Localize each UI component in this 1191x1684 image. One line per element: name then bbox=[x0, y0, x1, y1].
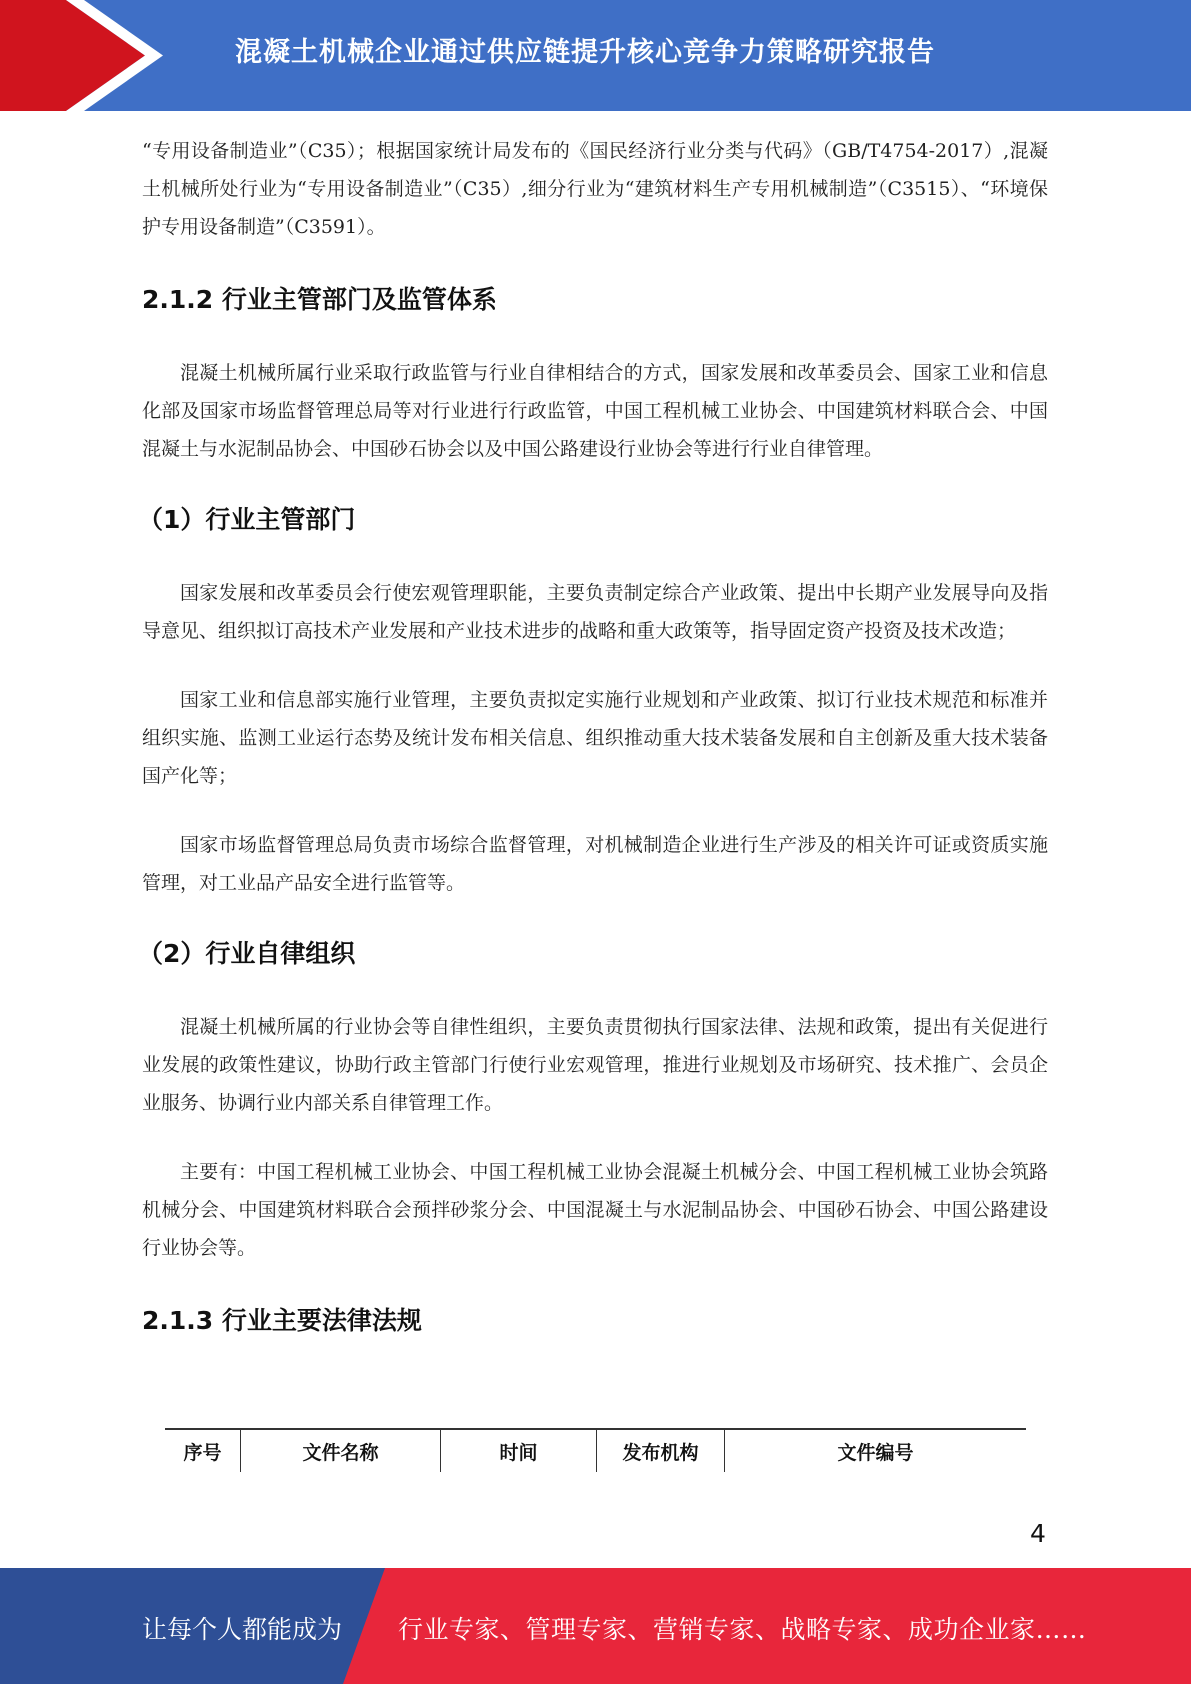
report-title: 混凝土机械企业通过供应链提升核心竞争力策略研究报告 bbox=[235, 37, 935, 68]
page-content bbox=[138, 132, 1048, 1337]
subsection-2-paragraph-1: 混凝土机械所属的行业协会等自律性组织，主要负责贯彻执行国家法律、法规和政策，提出有关促进行业发展的政策性建议，协助行政主管部门行使行业宏观管理，推进行业规划及市场研究、技术推广、会员企业服务、协调行业内部关系自律管理工作。 bbox=[142, 1016, 1048, 1114]
subsection-1-paragraph-3: 国家市场监督管理总局负责市场综合监督管理，对机械制造企业进行生产涉及的相关许可证或资质实施管理，对工业品产品安全进行监管等。 bbox=[142, 834, 1048, 894]
subsection-2-paragraph-2: 主要有：中国工程机械工业协会、中国工程机械工业协会混凝土机械分会、中国工程机械工业协会筑路机械分会、中国建筑材料联合会预拌砂浆分会、中国混凝土与水泥制品协会、中国砂石协会、中国公路建设行业协会等。 bbox=[142, 1161, 1048, 1259]
table-header-cell: 时间 bbox=[441, 1430, 597, 1472]
section-heading-2-1-2: 2.1.2 行业主管部门及监管体系 bbox=[142, 285, 497, 314]
table-header-cell: 序号 bbox=[165, 1430, 241, 1472]
footer-slogan-left: 让每个人都能成为 bbox=[142, 1615, 343, 1644]
footer-banner bbox=[0, 1568, 1191, 1684]
subsection-heading-1: （1）行业主管部门 bbox=[138, 505, 356, 534]
table-header-row bbox=[165, 1430, 1026, 1472]
footer-slogan-right: 行业专家、管理专家、营销专家、战略专家、成功企业家…… bbox=[398, 1615, 1087, 1644]
subsection-1-paragraph-1: 国家发展和改革委员会行使宏观管理职能，主要负责制定综合产业政策、提出中长期产业发展导向及指导意见、组织拟订高技术产业发展和产业技术进步的战略和重大政策等，指导固定资产投资及技术改造； bbox=[142, 582, 1048, 642]
table-header-cell: 文件编号 bbox=[837, 1441, 914, 1464]
intro-paragraph: “专用设备制造业”（C35）；根据国家统计局发布的《国民经济行业分类与代码》（GB/T4754-2017）,混凝土机械所处行业为“专用设备制造业”（C35）,细分行业为“建筑材料生产专用机械制造”（C3515）、“环境保护专用设备制造”（C3591）。 bbox=[142, 140, 1048, 238]
subsection-1-paragraph-2: 国家工业和信息部实施行业管理，主要负责拟定实施行业规划和产业政策、拟订行业技术规范和标准并组织实施、监测工业运行态势及统计发布相关信息、组织推动重大技术装备发展和自主创新及重大技术装备国产化等； bbox=[142, 689, 1048, 787]
table-header-cell: 文件名称 bbox=[241, 1430, 441, 1472]
regulations-table bbox=[165, 1428, 1026, 1472]
section-heading-2-1-3: 2.1.3 行业主要法律法规 bbox=[142, 1306, 422, 1335]
header-banner bbox=[0, 0, 1191, 111]
subsection-heading-2: （2）行业自律组织 bbox=[138, 939, 356, 968]
section-2-1-2-paragraph: 混凝土机械所属行业采取行政监管与行业自律相结合的方式，国家发展和改革委员会、国家工业和信息化部及国家市场监督管理总局等对行业进行行政监管，中国工程机械工业协会、中国建筑材料联合会、中国混凝土与水泥制品协会、中国砂石协会以及中国公路建设行业协会等进行行业自律管理。 bbox=[142, 362, 1048, 460]
table-header-cell: 发布机构 bbox=[597, 1430, 725, 1472]
page-number: 4 bbox=[1030, 1519, 1046, 1548]
